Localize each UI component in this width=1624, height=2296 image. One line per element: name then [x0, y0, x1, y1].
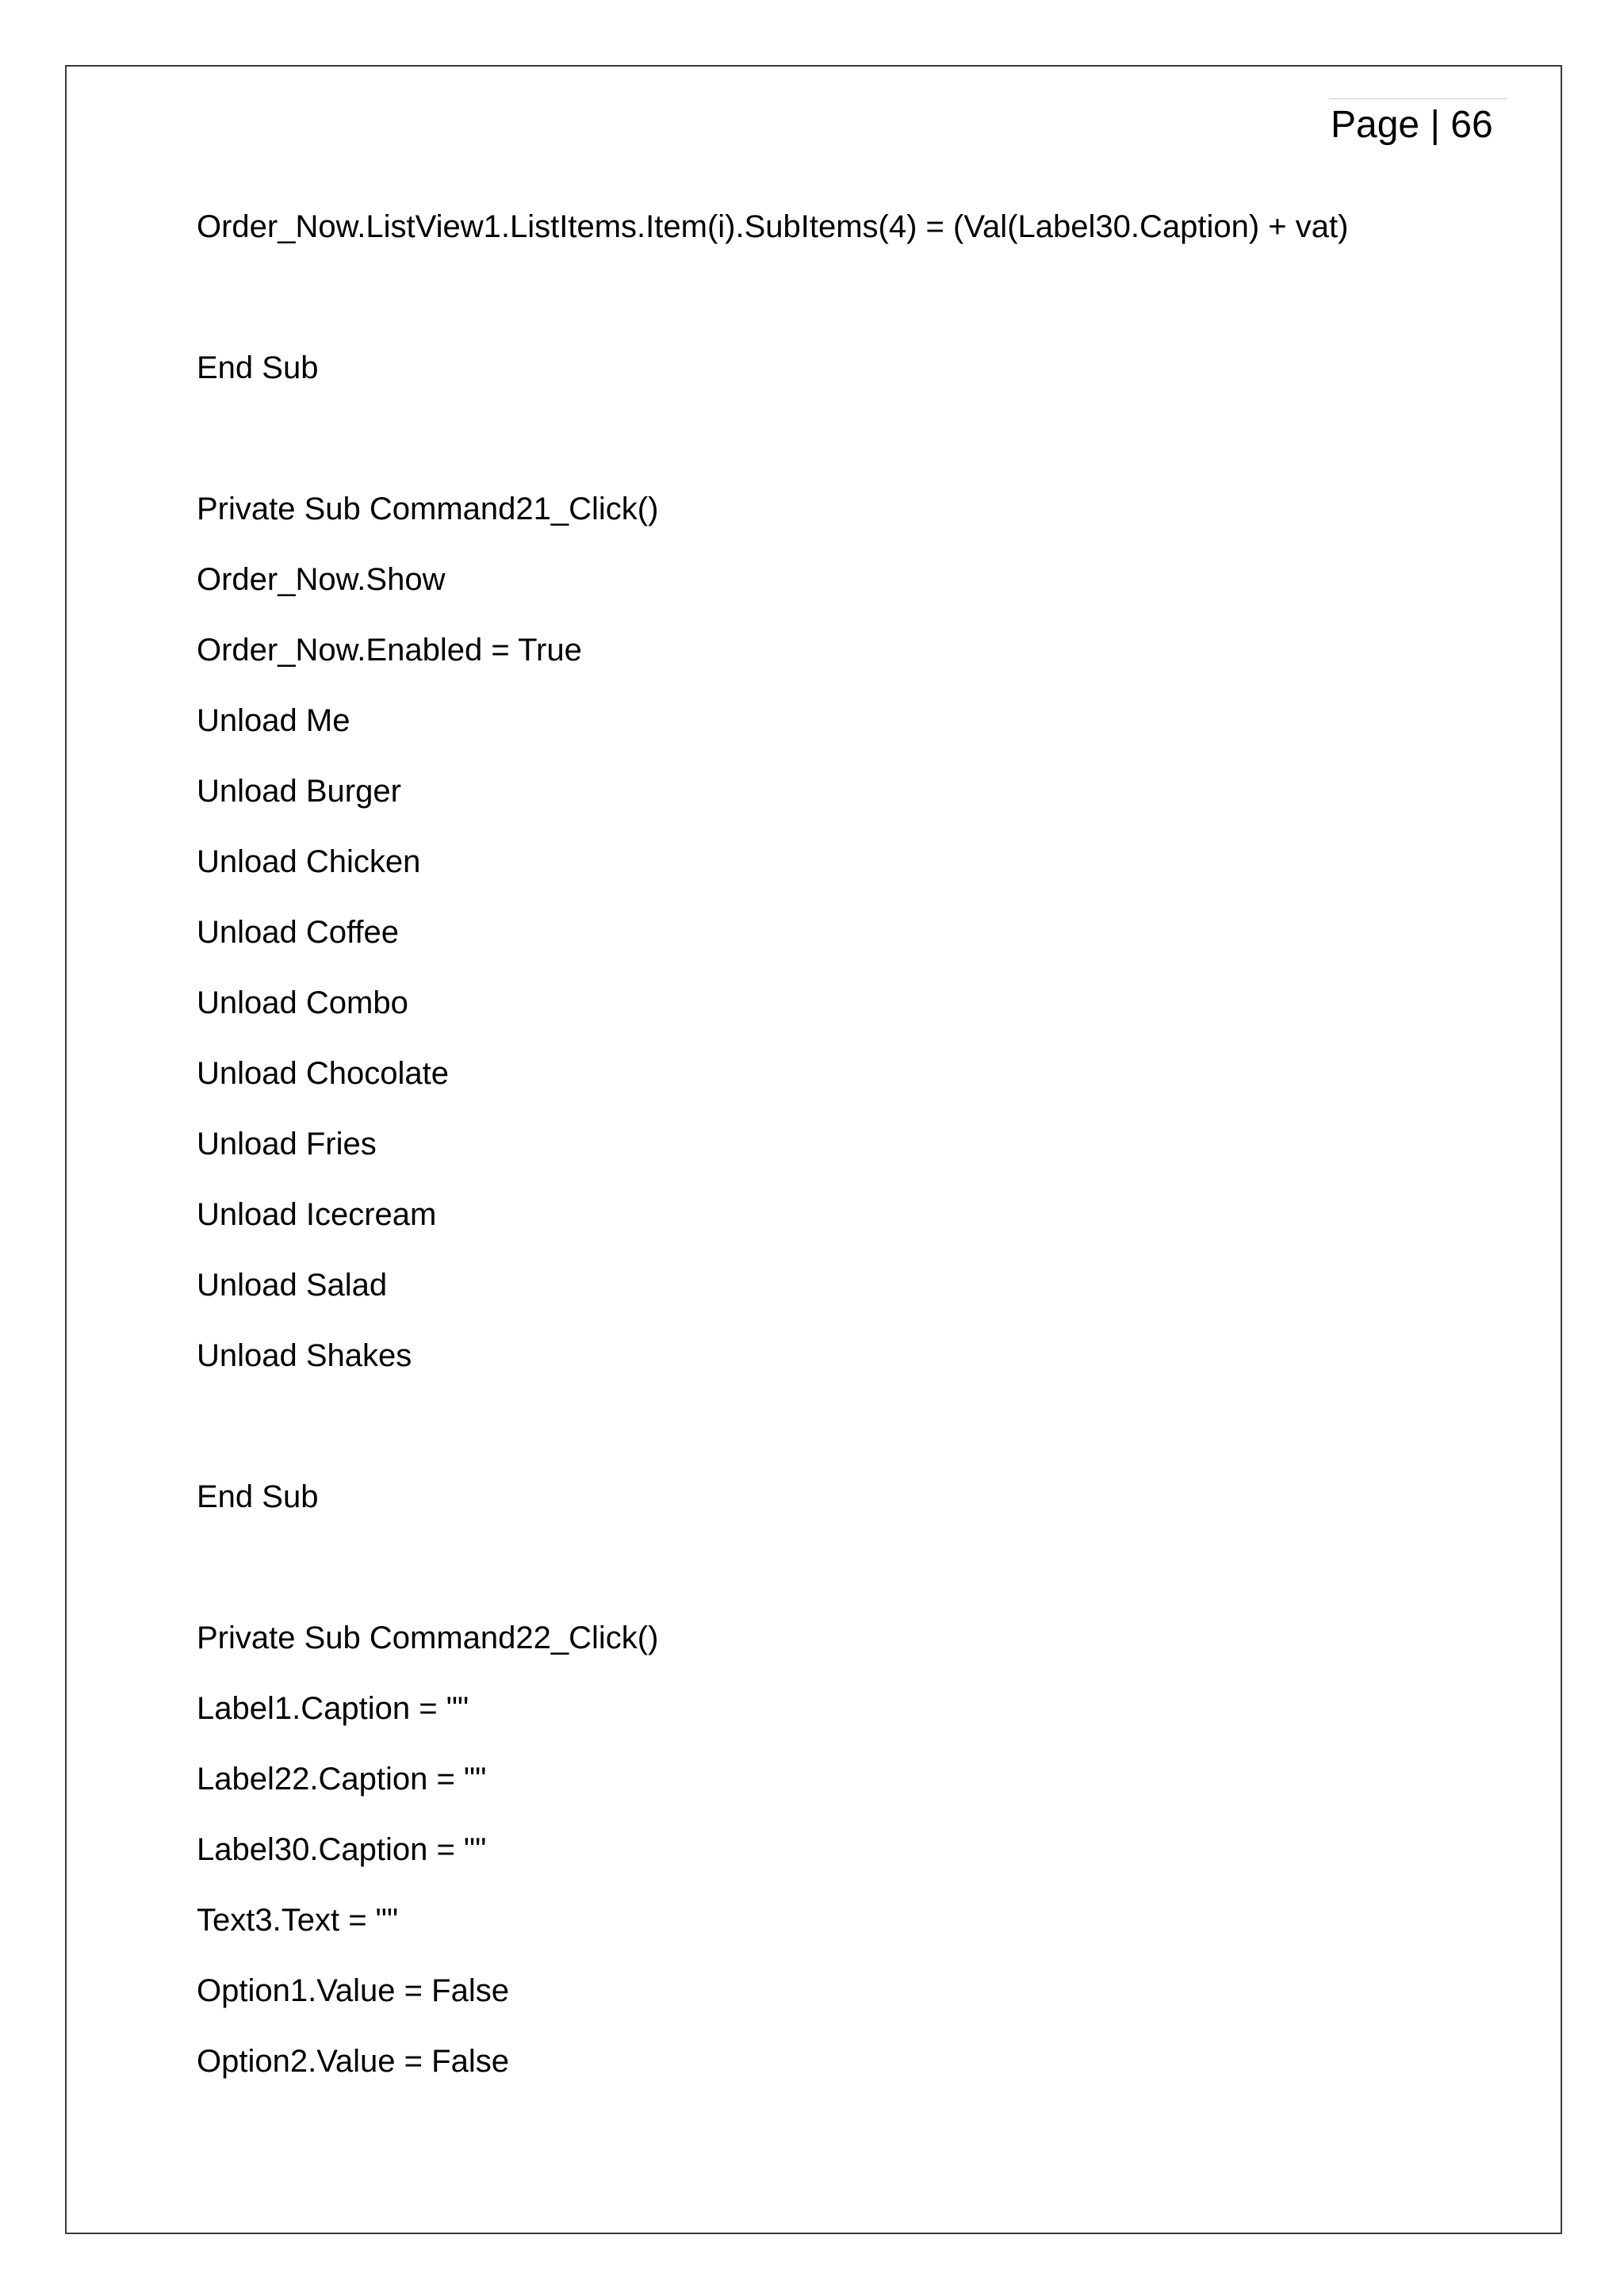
code-line: Option2.Value = False	[197, 2044, 509, 2079]
code-line: Label1.Caption = ""	[197, 1691, 469, 1726]
code-line: End Sub	[197, 1479, 319, 1514]
code-line: Unload Icecream	[197, 1197, 437, 1232]
code-line	[197, 1391, 1505, 1462]
code-line: Label22.Caption = ""	[197, 1762, 487, 1797]
code-line: Unload Chocolate	[197, 1056, 449, 1091]
code-line: Unload Combo	[197, 985, 408, 1020]
code-line: Unload Shakes	[197, 1338, 412, 1373]
code-line: Unload Fries	[197, 1127, 377, 1161]
code-line: Order_Now.ListView1.ListItems.Item(i).SubItems(4) = (Val(Label30.Caption) + vat)	[197, 209, 1349, 244]
code-line: Unload Burger	[197, 774, 401, 809]
code-line	[197, 1533, 1505, 1603]
code-line: Order_Now.Enabled = True	[197, 633, 582, 668]
code-line: Label30.Caption = ""	[197, 1832, 487, 1867]
code-line: Private Sub Command22_Click()	[197, 1621, 659, 1655]
code-line: Unload Salad	[197, 1268, 388, 1303]
code-line	[197, 262, 1505, 333]
code-line: Unload Coffee	[197, 915, 399, 950]
page-number: Page | 66	[1331, 104, 1493, 146]
code-line: Private Sub Command21_Click()	[197, 492, 659, 526]
code-line: Unload Me	[197, 703, 350, 738]
code-line: Order_Now.Show	[197, 562, 446, 597]
code-line: Option1.Value = False	[197, 1973, 509, 2008]
code-line: Text3.Text = ""	[197, 1903, 399, 1938]
code-line: Unload Chicken	[197, 844, 421, 879]
code-listing	[197, 192, 1505, 2097]
code-line: End Sub	[197, 350, 319, 385]
code-line	[197, 404, 1505, 474]
header-rule	[1329, 98, 1507, 99]
